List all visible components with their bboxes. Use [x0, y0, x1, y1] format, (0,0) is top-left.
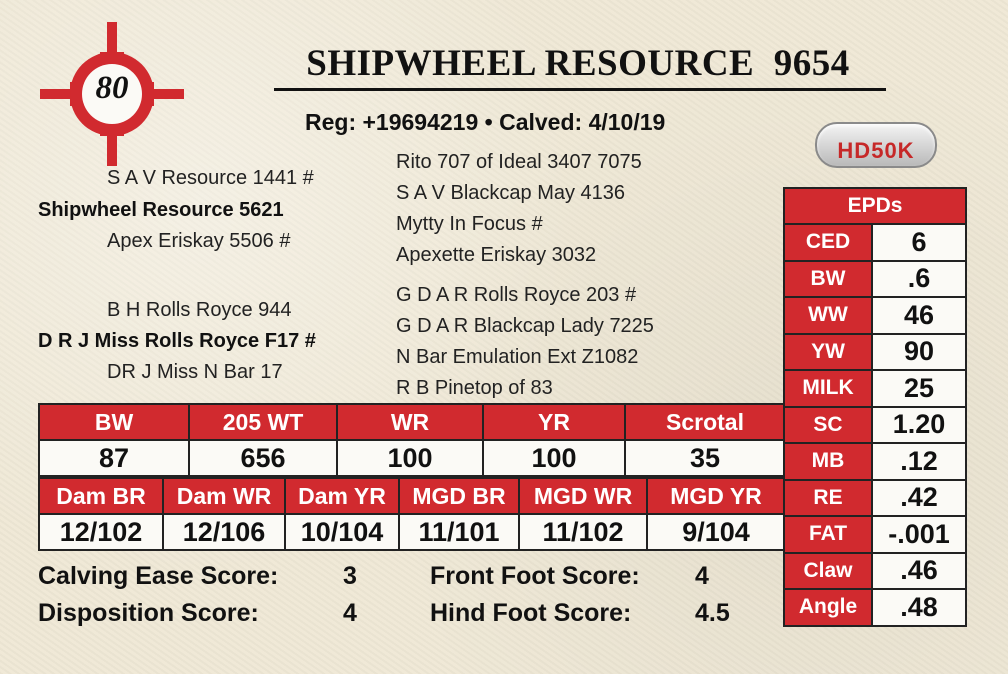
title-underline: [274, 88, 886, 91]
ratio-value: 9/104: [647, 514, 785, 550]
epd-value: .12: [872, 443, 966, 480]
perf-value: 87: [39, 440, 189, 476]
epd-label: Angle: [784, 589, 872, 626]
epd-value: -.001: [872, 516, 966, 553]
perf-value: 656: [189, 440, 337, 476]
epd-label: YW: [784, 334, 872, 371]
ratio-value: 11/101: [399, 514, 519, 550]
epd-label: RE: [784, 480, 872, 517]
perf-value: 100: [337, 440, 483, 476]
epd-value: 46: [872, 297, 966, 334]
performance-table: [38, 403, 786, 477]
perf-header: BW: [39, 404, 189, 440]
epd-value: 6: [872, 224, 966, 261]
animal-name-title: SHIPWHEEL RESOURCE 9654: [306, 43, 850, 84]
logo-number: 80: [95, 70, 129, 106]
badge-50k: 50K: [871, 138, 915, 163]
epd-title: EPDs: [784, 188, 966, 224]
epd-label: BW: [784, 261, 872, 298]
epd-label: Claw: [784, 553, 872, 590]
ratio-value: 11/102: [519, 514, 647, 550]
registration-line: Reg: +19694219 • Calved: 4/10/19: [305, 109, 666, 135]
pedigree-dss: G D A R Rolls Royce 203 #: [396, 284, 637, 306]
epd-value: .46: [872, 553, 966, 590]
pedigree-dds: N Bar Emulation Ext Z1082: [396, 346, 639, 368]
ratio-header: Dam WR: [163, 478, 285, 514]
pedigree-dsd: G D A R Blackcap Lady 7225: [396, 315, 654, 337]
perf-header: WR: [337, 404, 483, 440]
epd-label: SC: [784, 407, 872, 444]
perf-header: 205 WT: [189, 404, 337, 440]
ratio-value: 10/104: [285, 514, 399, 550]
disposition-score-label: Disposition Score:: [38, 599, 259, 627]
epd-value: 1.20: [872, 407, 966, 444]
epd-label: CED: [784, 224, 872, 261]
perf-header: YR: [483, 404, 625, 440]
perf-header: Scrotal: [625, 404, 785, 440]
epd-label: FAT: [784, 516, 872, 553]
epd-value: .48: [872, 589, 966, 626]
epd-value: .42: [872, 480, 966, 517]
hind-foot-score-label: Hind Foot Score:: [430, 599, 632, 627]
pedigree-sdd: Apexette Eriskay 3032: [396, 244, 597, 266]
pedigree-dam: D R J Miss Rolls Royce F17 #: [38, 330, 316, 352]
badge-hd: HD: [837, 138, 872, 163]
ratio-header: MGD WR: [519, 478, 647, 514]
perf-value: 100: [483, 440, 625, 476]
ratio-header: MGD BR: [399, 478, 519, 514]
epd-value: 25: [872, 370, 966, 407]
epd-table: [783, 187, 967, 627]
perf-value: 35: [625, 440, 785, 476]
ratio-value: 12/106: [163, 514, 285, 550]
pedigree-sire: Shipwheel Resource 5621: [38, 199, 284, 221]
ratios-table: [38, 477, 786, 551]
epd-label: WW: [784, 297, 872, 334]
front-foot-score-value: 4: [695, 562, 709, 590]
calving-ease-score-value: 3: [343, 562, 357, 590]
epd-label: MILK: [784, 370, 872, 407]
ratio-header: MGD YR: [647, 478, 785, 514]
pedigree-sire-dam: Apex Eriskay 5506 #: [107, 230, 291, 252]
pedigree-dam-dam: DR J Miss N Bar 17: [107, 361, 283, 383]
epd-label: MB: [784, 443, 872, 480]
front-foot-score-label: Front Foot Score:: [430, 562, 640, 590]
hind-foot-score-value: 4.5: [695, 599, 730, 627]
disposition-score-value: 4: [343, 599, 357, 627]
ratio-header: Dam BR: [39, 478, 163, 514]
pedigree-ssd: S A V Blackcap May 4136: [396, 182, 626, 204]
epd-value: .6: [872, 261, 966, 298]
pedigree-sss: Rito 707 of Ideal 3407 7075: [396, 151, 642, 173]
ratio-header: Dam YR: [285, 478, 399, 514]
pedigree-sire-sire: S A V Resource 1441 #: [107, 167, 314, 189]
calving-ease-score-label: Calving Ease Score:: [38, 562, 279, 590]
pedigree-sds: Mytty In Focus #: [396, 213, 543, 235]
hd50k-badge: [815, 122, 937, 168]
pedigree-ddd: R B Pinetop of 83: [396, 377, 553, 399]
ratio-value: 12/102: [39, 514, 163, 550]
epd-value: 90: [872, 334, 966, 371]
pedigree-dam-sire: B H Rolls Royce 944: [107, 299, 292, 321]
